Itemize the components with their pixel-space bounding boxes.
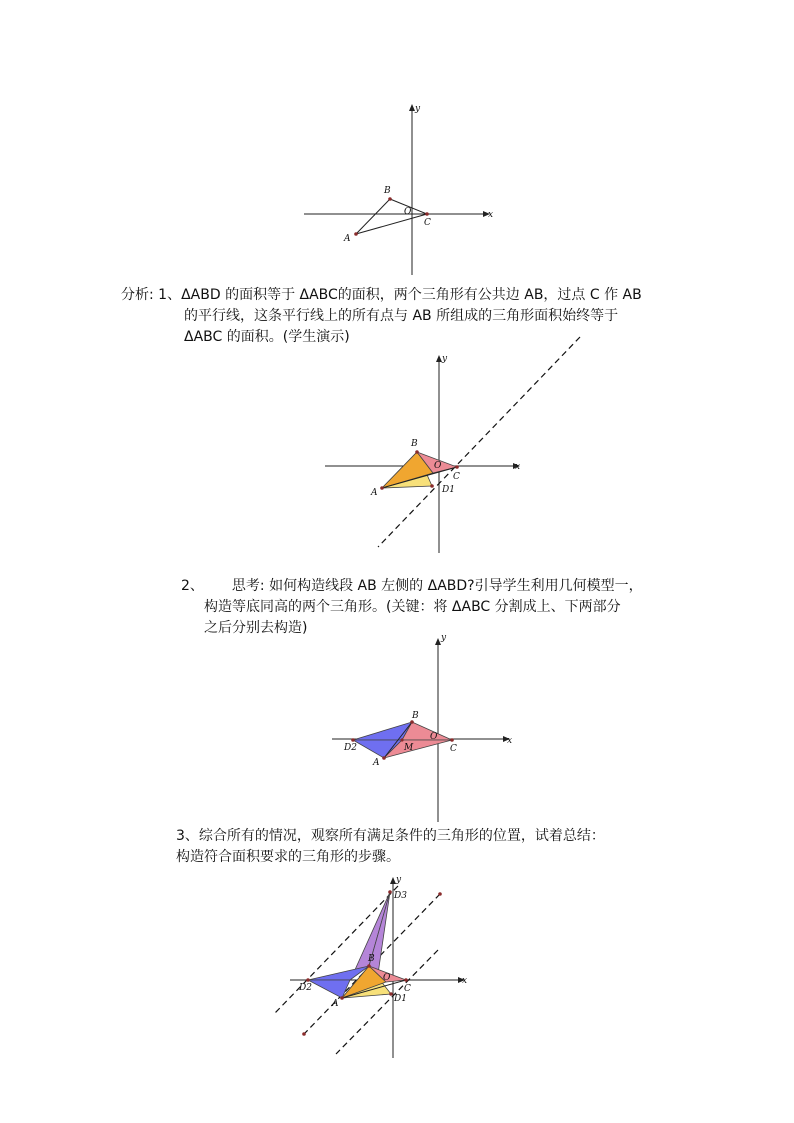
point-d3: [388, 890, 392, 894]
triangle-d2-m-a: [308, 980, 350, 998]
thinking-paragraph-2: [181, 576, 701, 639]
label-c: C: [453, 472, 460, 482]
label-b: B: [411, 439, 418, 449]
y-axis-label: y: [396, 875, 402, 885]
analysis-line-1: ΔABD 的面积等于 ΔABC的面积，两个三角形有公共边 AB，过点 C 作 AB: [181, 287, 642, 303]
point-upper-end: [438, 892, 442, 896]
label-a: A: [373, 758, 380, 768]
x-axis-label: x: [515, 462, 521, 472]
point-d2: [351, 738, 355, 742]
analysis-lead: 分析: 1、: [121, 287, 182, 303]
label-c: C: [404, 984, 411, 994]
x-axis-label: x: [488, 210, 494, 220]
figure-all-cases: [270, 870, 480, 1065]
label-d2: D2: [299, 983, 312, 993]
point-c: [450, 738, 454, 742]
point-a: [380, 486, 384, 490]
label-o: O: [383, 973, 391, 983]
label-b: B: [412, 711, 419, 721]
point-a: [354, 232, 358, 236]
label-d2: D2: [344, 743, 357, 753]
point-b: [367, 964, 371, 968]
summary-line-1: 3、综合所有的情况，观察所有满足条件的三角形的位置，试着总结：: [176, 828, 605, 844]
label-c: C: [450, 744, 457, 754]
summary-line-2: 构造符合面积要求的三角形的步骤。: [176, 849, 400, 865]
point-c: [455, 465, 459, 469]
label-a: A: [332, 999, 339, 1009]
thinking-lead: 2、: [181, 578, 204, 594]
analysis-line-3: ΔABC 的面积。(学生演示): [184, 329, 350, 345]
label-a: A: [371, 488, 378, 498]
y-axis-label: y: [442, 354, 448, 364]
thinking-line-2: 构造等底同高的两个三角形。(关键：将 ΔABC 分割成上、下两部分: [204, 599, 621, 615]
label-o: O: [430, 732, 438, 742]
point-lower-end: [302, 1032, 306, 1036]
label-a: A: [344, 234, 351, 244]
point-a: [340, 996, 344, 1000]
label-d3: D3: [394, 891, 407, 901]
label-o: O: [434, 461, 442, 471]
point-d2: [306, 978, 310, 982]
label-b: B: [384, 186, 391, 196]
y-axis-label: y: [441, 633, 447, 643]
summary-paragraph-3: [176, 826, 696, 868]
figure-midpoint-d2: [330, 632, 530, 827]
y-axis-label: y: [415, 104, 421, 114]
point-b: [388, 197, 392, 201]
analysis-line-2: 的平行线，这条平行线上的所有点与 AB 所组成的三角形面积始终等于: [184, 308, 619, 324]
label-m: M: [404, 743, 414, 753]
parallel-line-dashed: [378, 337, 580, 547]
point-d1: [430, 484, 434, 488]
point-c: [404, 978, 408, 982]
point-a: [382, 756, 386, 760]
point-m: [400, 738, 403, 741]
point-d1: [389, 992, 393, 996]
label-d1: D1: [442, 485, 455, 495]
x-axis-label: x: [507, 736, 513, 746]
label-o: O: [404, 207, 412, 217]
figure-parallel-d1: [320, 335, 590, 560]
point-b: [415, 450, 419, 454]
x-axis-label: x: [462, 976, 468, 986]
label-b: B: [368, 954, 375, 964]
thinking-line-1: 思考: 如何构造线段 AB 左侧的 ΔABD?引导学生利用几何模型一，: [231, 578, 643, 594]
point-c: [425, 212, 429, 216]
thinking-line-3: 之后分别去构造): [204, 620, 308, 636]
label-d1: D1: [394, 994, 407, 1004]
parallel-line-dashed-lower: [336, 950, 438, 1054]
figure-triangle-abc: [300, 100, 500, 280]
triangle-abc: [356, 199, 427, 234]
label-c: C: [424, 218, 431, 228]
